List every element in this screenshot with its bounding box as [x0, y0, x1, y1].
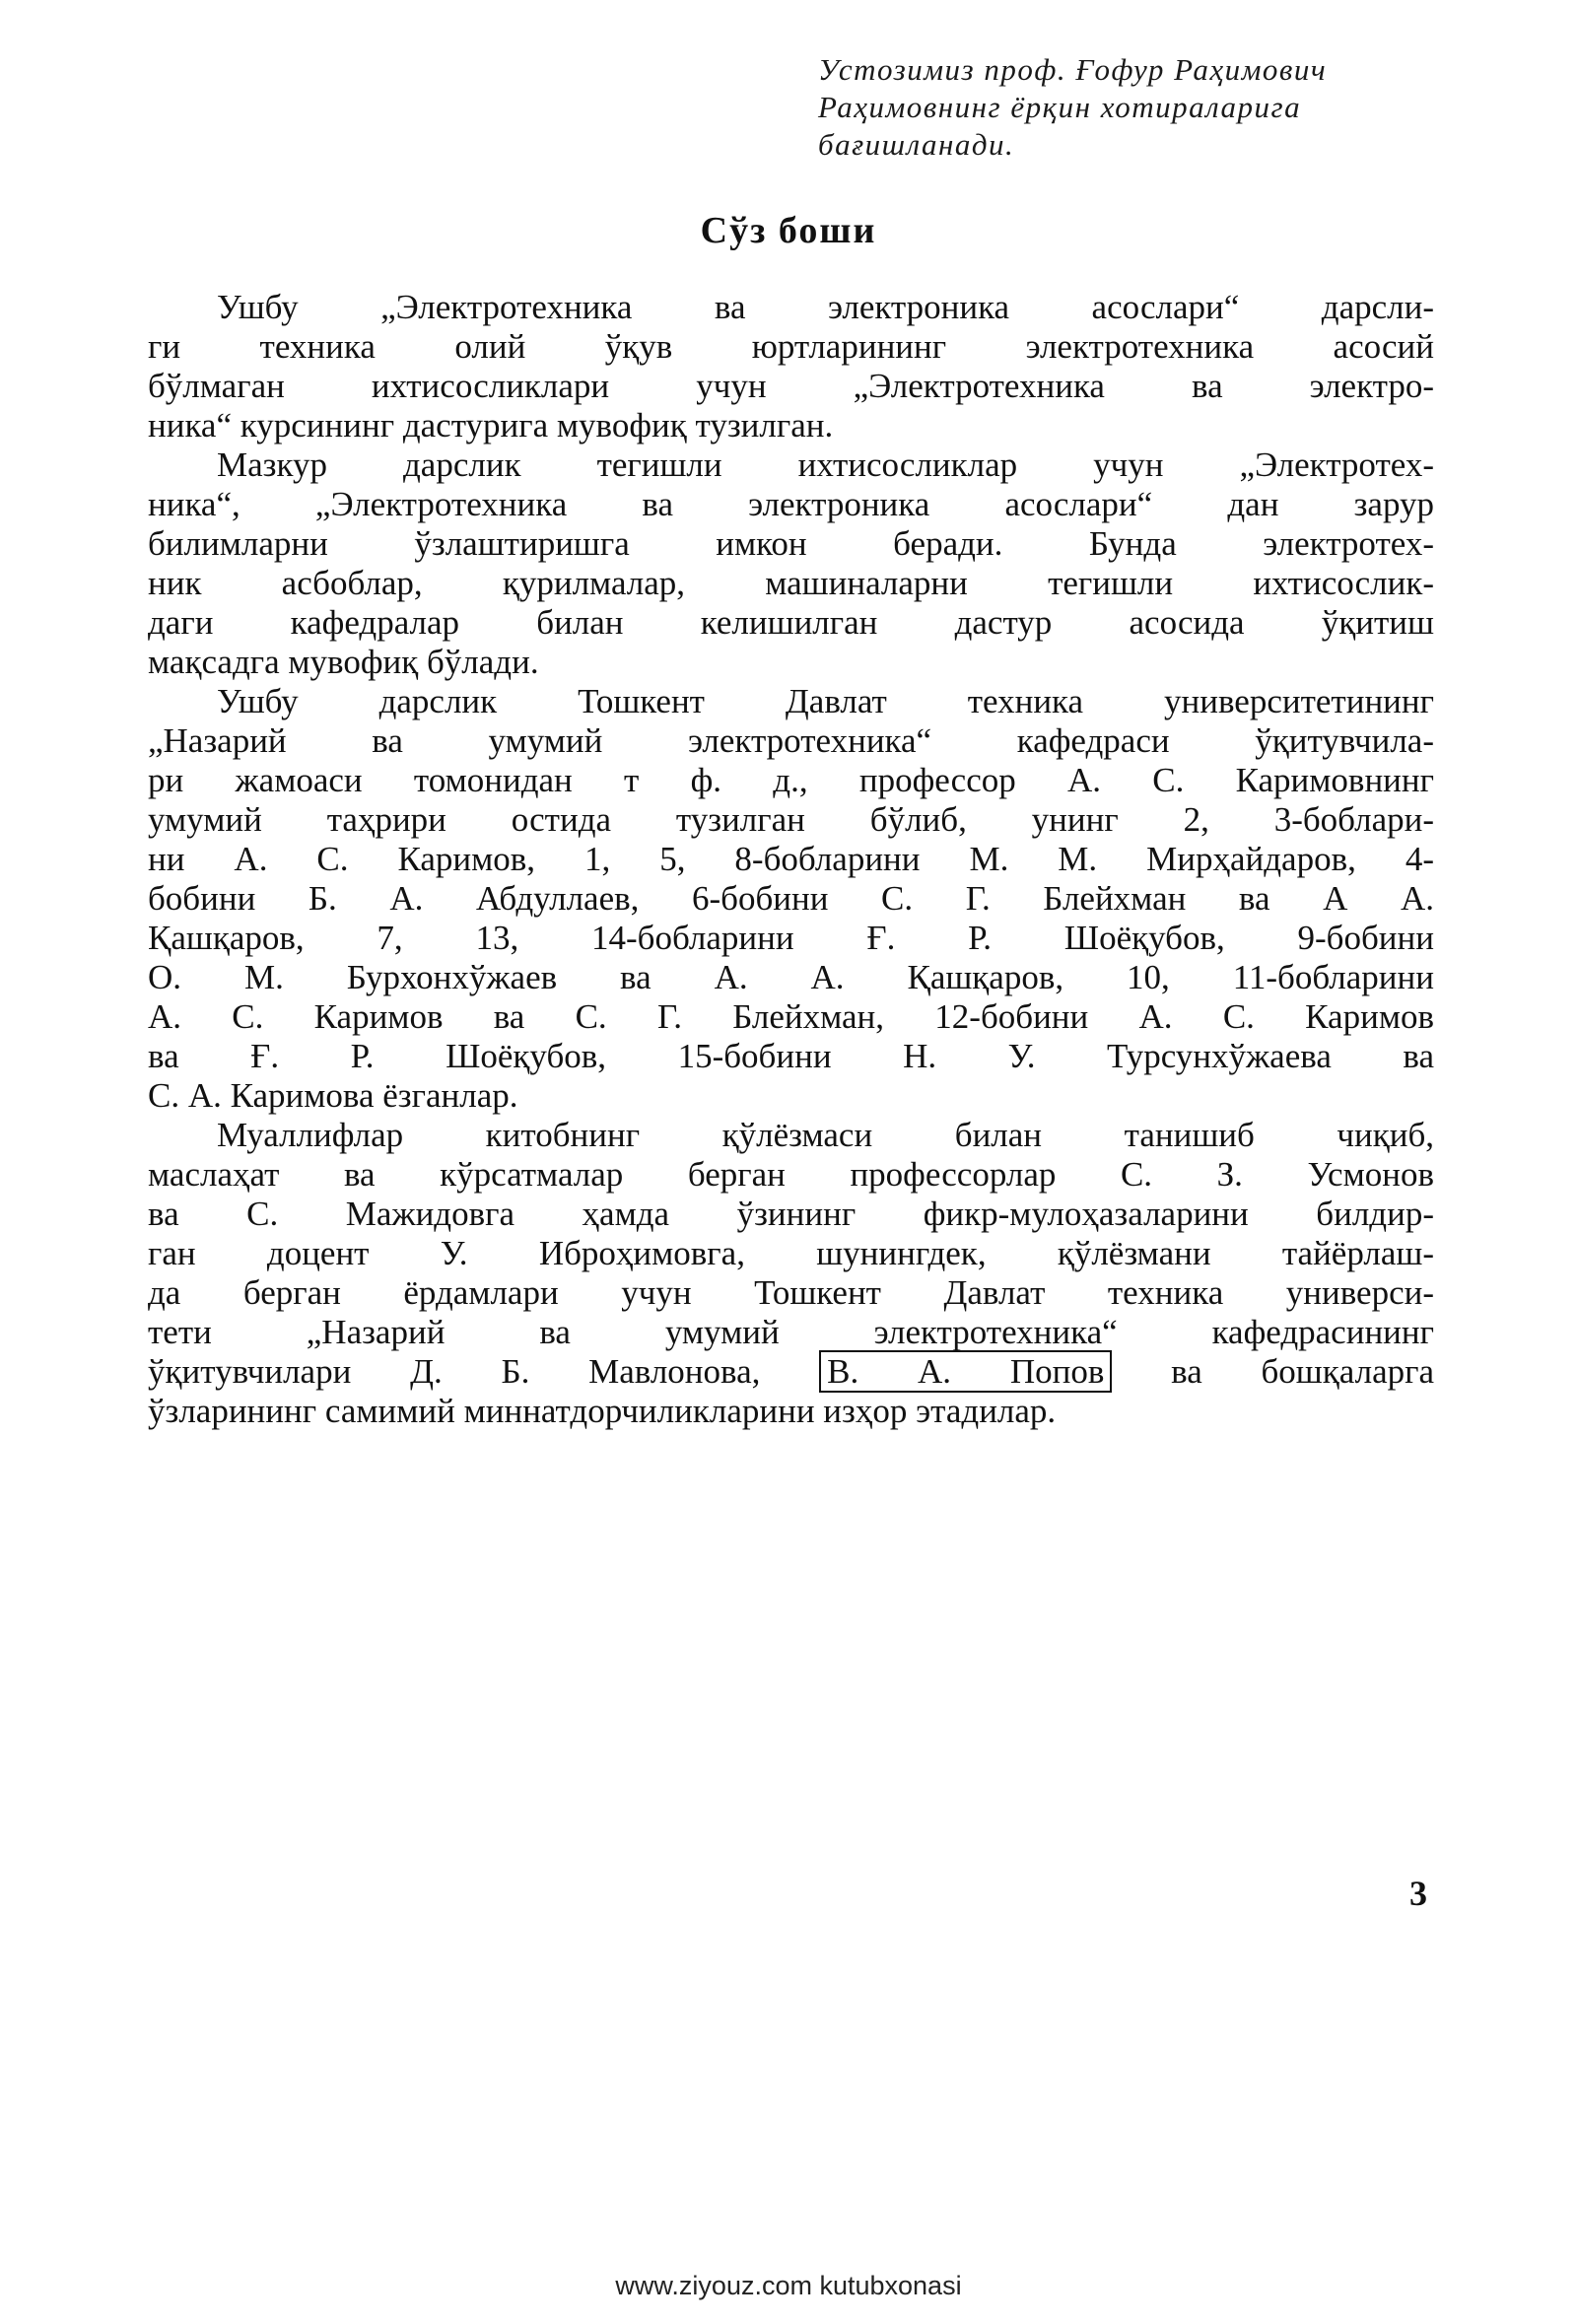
- text-line: С. А. Каримова ёзганлар.: [148, 1076, 518, 1115]
- text-line: маслаҳат ва кўрсатмалар берган профессорлар С. З. Усмонов: [148, 1155, 1434, 1194]
- text-line: ник асбоблар, қурилмалар, машиналарни тегишли ихтисослик-: [148, 564, 1434, 602]
- text-line: Муаллифлар китобнинг қўлёзмаси билан танишиб чиқиб,: [217, 1116, 1434, 1154]
- text-line: ни А. С. Каримов, 1, 5, 8-бобларини М. М. Мирҳайдаров, 4-: [148, 840, 1434, 878]
- text-line: бобини Б. А. Абдуллаев, 6-бобини С. Г. Блейхман ва А А.: [148, 879, 1434, 918]
- text-line: билимларни ўзлаштиришга имкон беради. Бунда электротех-: [148, 524, 1434, 563]
- dedication-line: Устозимиз проф. Ғофур Раҳимович: [818, 52, 1328, 87]
- text-line: ника“ курсининг дастурига мувофиқ тузилган.: [148, 406, 834, 444]
- text-line: даги кафедралар билан келишилган дастур асосида ўқитиш: [148, 603, 1434, 642]
- text-line: Мазкур дарслик тегишли ихтисосликлар учун „Электротех-: [217, 445, 1434, 484]
- text-line: бўлмаган ихтисосликлари учун „Электротехника ва электро-: [148, 367, 1434, 405]
- text-line: мақсадга мувофиқ бўлади.: [148, 643, 539, 681]
- text-fragment: ўқитувчилари Д. Б. Мавлонова,: [148, 1352, 820, 1391]
- text-line: О. М. Бурхонхўжаев ва А. А. Қашқаров, 10, 11-бобларини: [148, 958, 1434, 996]
- text-line: Қашқаров, 7, 13, 14-бобларини Ғ. Р. Шоёқубов, 9-бобини: [148, 919, 1434, 957]
- text-line: ган доцент У. Иброҳимовга, шунингдек, қўлёзмани тайёрлаш-: [148, 1234, 1434, 1272]
- text-line-with-box: [148, 1352, 1434, 1392]
- text-line: ўзларининг самимий миннатдорчиликларини изҳор этадилар.: [148, 1392, 1057, 1430]
- text-fragment: ва бошқаларга: [1112, 1352, 1434, 1391]
- page-number: 3: [1409, 1874, 1427, 1913]
- dedication: [818, 51, 1429, 164]
- text-line: да берган ёрдамлари учун Тошкент Давлат техника универси-: [148, 1273, 1434, 1312]
- text-line: ва Ғ. Р. Шоёқубов, 15-бобини Н. У. Турсунхўжаева ва: [148, 1037, 1434, 1075]
- boxed-name: В. А. Попов: [819, 1350, 1112, 1393]
- footer-watermark: www.ziyouz.com kutubxonasi: [615, 2271, 962, 2300]
- dedication-line: бағишланади.: [818, 127, 1015, 162]
- text-line: ва С. Мажидовга ҳамда ўзининг фикр-мулоҳазаларини билдир-: [148, 1195, 1434, 1233]
- text-line: Ушбу „Электротехника ва электроника асослари“ дарсли-: [217, 288, 1434, 326]
- text-line: „Назарий ва умумий электротехника“ кафедраси ўқитувчила-: [148, 721, 1434, 760]
- page-title: Сўз боши: [700, 210, 877, 251]
- text-line: Ушбу дарслик Тошкент Давлат техника университетининг: [217, 682, 1434, 720]
- text-line: умумий таҳрири остида тузилган бўлиб, унинг 2, 3-боблари-: [148, 800, 1434, 839]
- text-line: ги техника олий ўқув юртларининг электротехника асосий: [148, 327, 1434, 366]
- text-line: ри жамоаси томонидан т ф. д., профессор А. С. Каримовнинг: [148, 761, 1434, 799]
- dedication-line: Раҳимовнинг ёрқин хотираларига: [818, 90, 1302, 124]
- text-line: тети „Назарий ва умумий электротехника“ кафедрасининг: [148, 1313, 1434, 1351]
- text-line: ника“, „Электротехника ва электроника асослари“ дан зарур: [148, 485, 1434, 523]
- text-line: А. С. Каримов ва С. Г. Блейхман, 12-бобини А. С. Каримов: [148, 997, 1434, 1036]
- body-text: [148, 288, 1434, 1431]
